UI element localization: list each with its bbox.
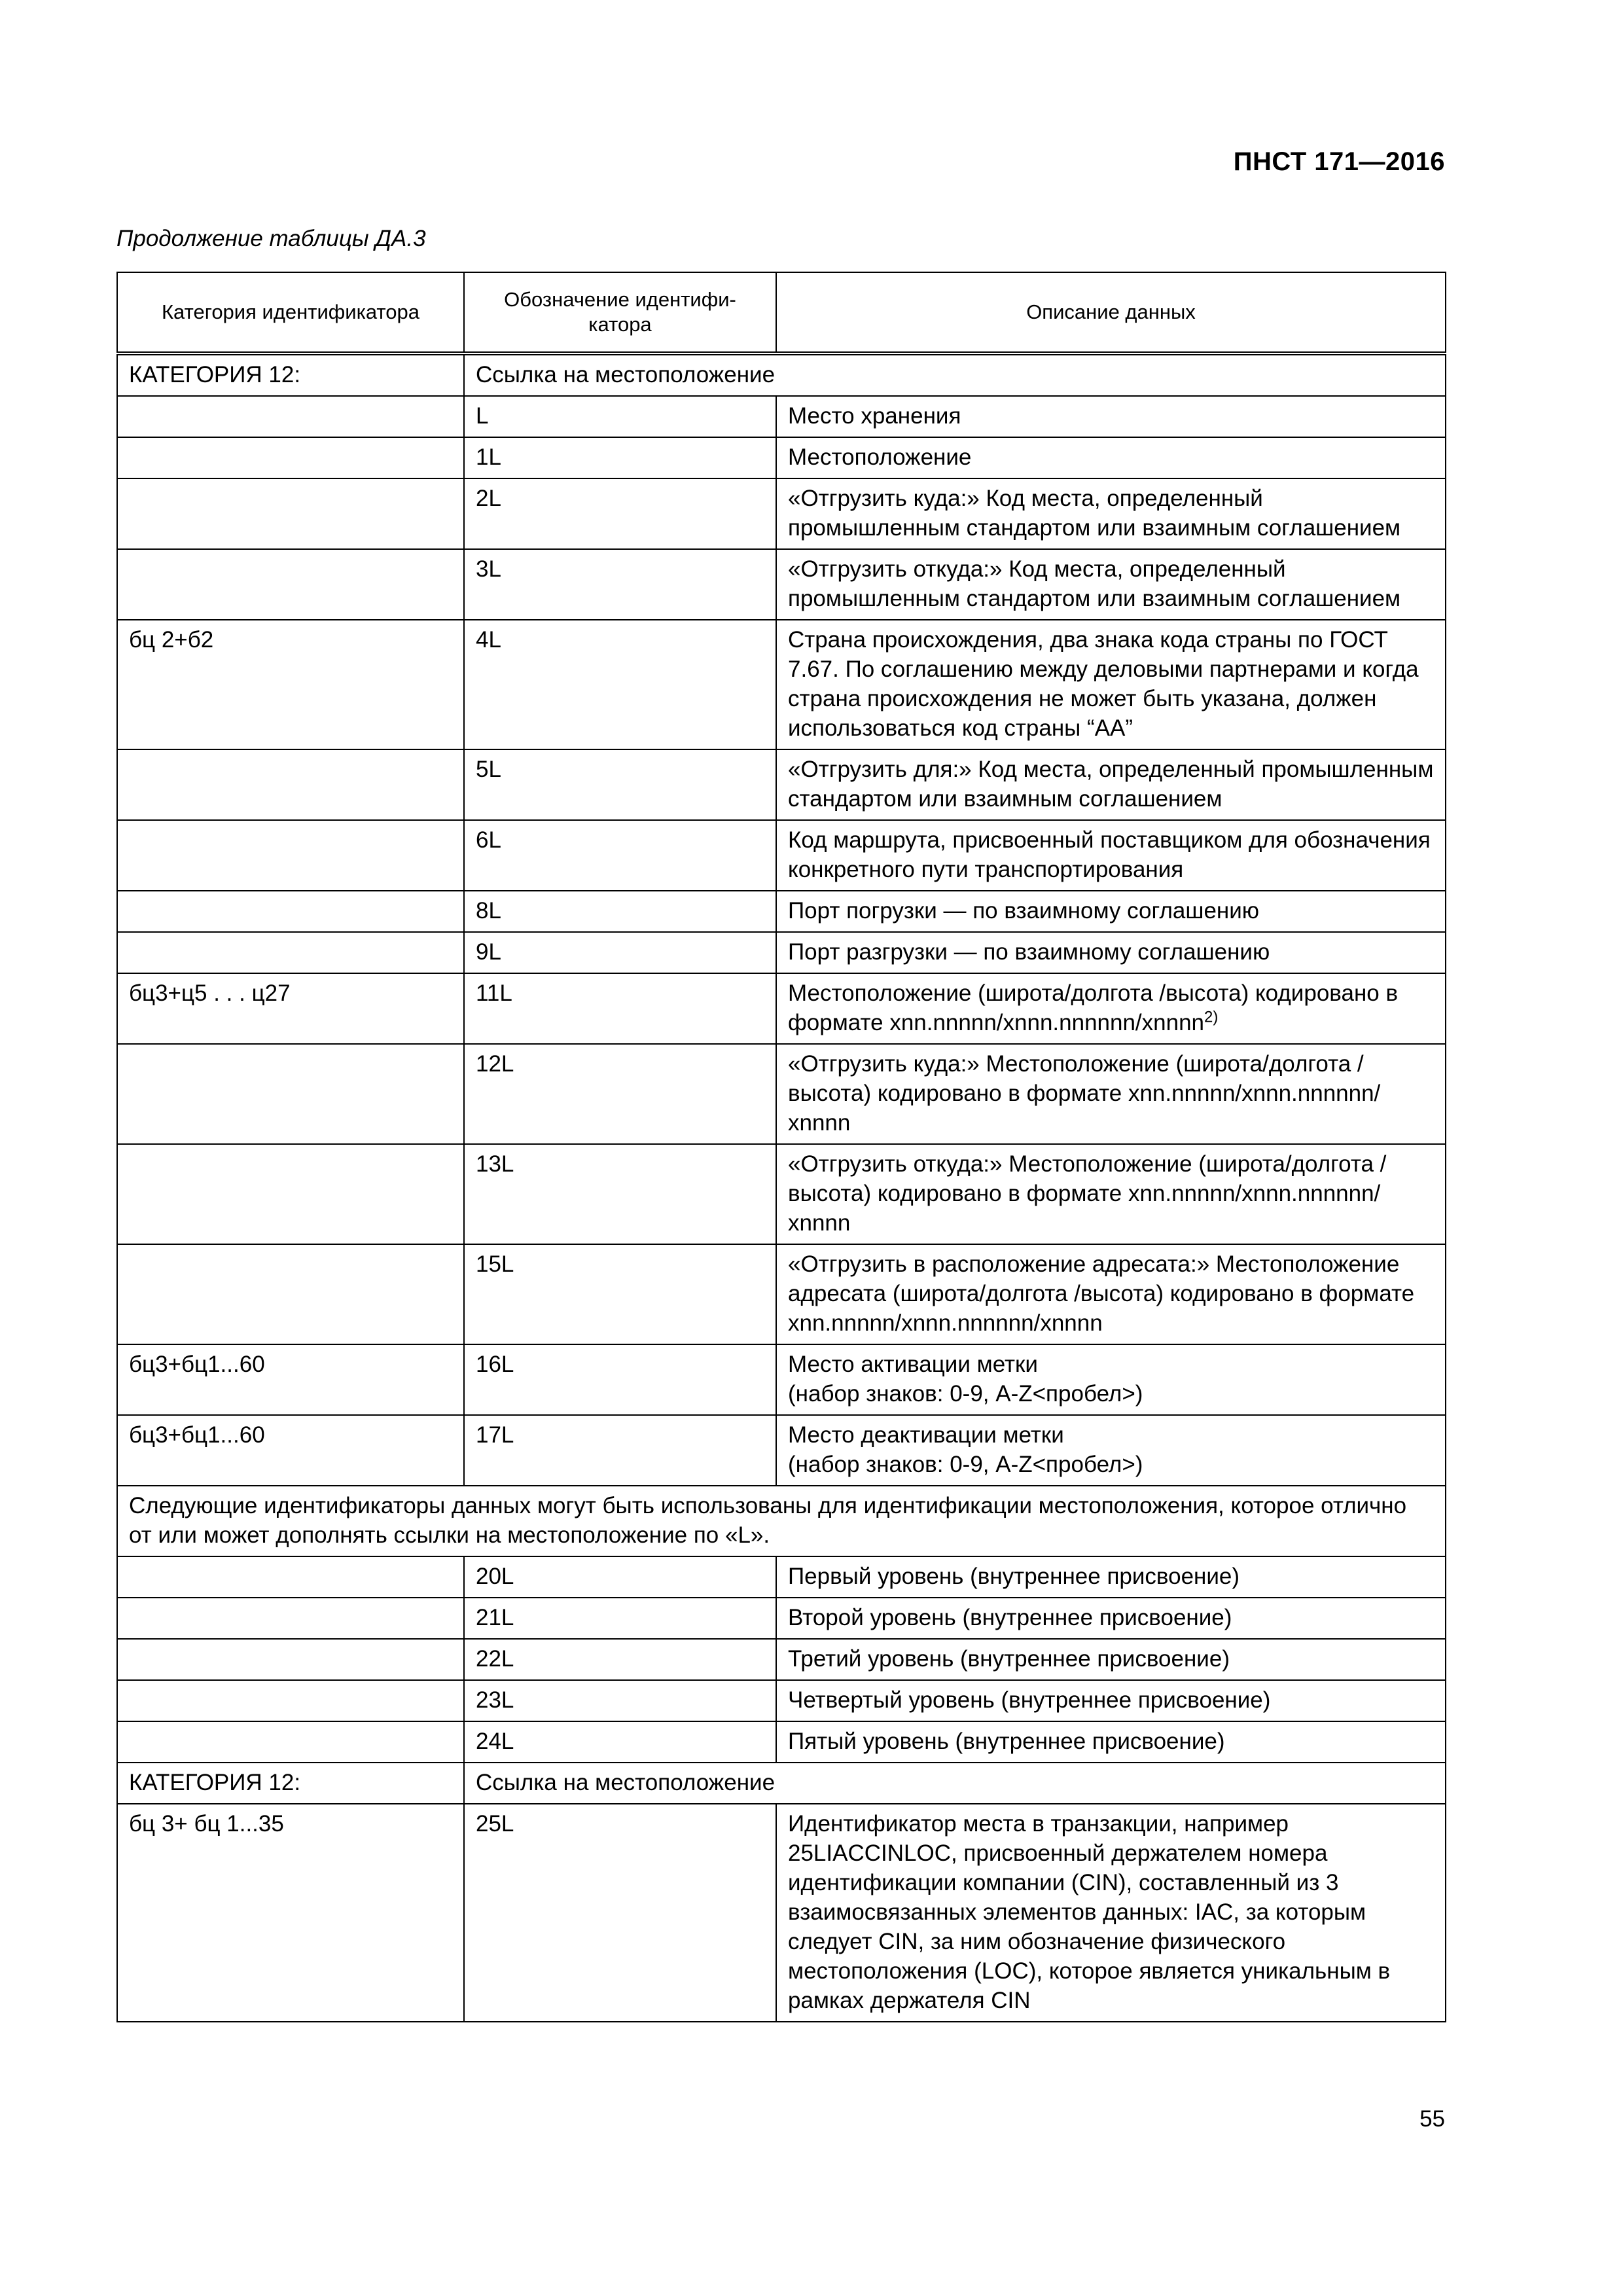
identifier-cell: 12L [464,1044,776,1144]
category-cell [117,1144,464,1244]
table-row [117,891,1446,932]
table-row [117,1044,1446,1144]
description-cell: «Отгрузить в расположение адресата:» Местоположение адресата (широта/долгота /высота) кодировано в формате xnn.nnnnn/xnnn.nnnnnn/xnnnn [776,1244,1446,1344]
description-cell: «Отгрузить откуда:» Код места, определенный промышленным стандартом или взаимным соглашением [776,549,1446,620]
category-cell [117,891,464,932]
table-row [117,1144,1446,1244]
description-cell: Четвертый уровень (внутреннее присвоение) [776,1680,1446,1721]
category-cell: бц3+ц5 . . . ц27 [117,973,464,1044]
document-code: ПНСТ 171—2016 [1233,147,1445,176]
footnote-marker: 2) [1204,1008,1219,1026]
identifier-cell: 11L [464,973,776,1044]
table-row [117,1639,1446,1680]
category-cell: КАТЕГОРИЯ 12: [117,1763,464,1804]
category-cell [117,478,464,549]
identifier-cell: 22L [464,1639,776,1680]
category-cell [117,1598,464,1639]
table-row [117,620,1446,749]
identifier-cell: 16L [464,1344,776,1415]
category-cell [117,1044,464,1144]
table-row [117,1415,1446,1486]
table-row [117,1556,1446,1598]
category-cell [117,820,464,891]
description-text: Местоположение (широта/долгота /высота) кодировано в формате xnn.nnnnn/xnnn.nnnnnn/xnnnn [788,980,1399,1035]
identifier-cell: 4L [464,620,776,749]
identifier-cell: 8L [464,891,776,932]
identifier-cell: 21L [464,1598,776,1639]
identifier-cell: 13L [464,1144,776,1244]
description-cell: Пятый уровень (внутреннее присвоение) [776,1721,1446,1763]
description-cell: Местоположение [776,437,1446,478]
category-cell: бц 3+ бц 1...35 [117,1804,464,2022]
description-cell: Идентификатор места в транзакции, например 25LIACCINLOC, присвоенный держателем номера идентификации компании (CIN), составленный из 3 взаимосвязанных элементов данных: IAC, за которым следует CIN, за ним обозначение физического местоположения (LOC), которое является уникальным в рамках держателя CIN [776,1804,1446,2022]
description-cell: Второй уровень (внутреннее присвоение) [776,1598,1446,1639]
description-cell: Первый уровень (внутреннее присвоение) [776,1556,1446,1598]
identifier-cell: 2L [464,478,776,549]
description-cell [776,973,1446,1044]
description-cell: Порт погрузки — по взаимному соглашению [776,891,1446,932]
description-cell: Страна происхождения, два знака кода страны по ГОСТ 7.67. По соглашению между деловыми партнерами и когда страна происхождения не может быть указана, должен использоваться код страны “AA” [776,620,1446,749]
identifier-table [116,272,1446,2022]
identifier-cell: 15L [464,1244,776,1344]
category-cell: бц3+бц1...60 [117,1415,464,1486]
category-cell [117,749,464,820]
table-row [117,478,1446,549]
category-cell [117,1639,464,1680]
table-row [117,749,1446,820]
description-cell: «Отгрузить откуда:» Местоположение (широта/долгота / высота) кодировано в формате xnn.nnnnn/xnnn.nnnnnn/ xnnnn [776,1144,1446,1244]
table-row [117,1763,1446,1804]
identifier-cell: 25L [464,1804,776,2022]
description-cell: Место деактивации метки (набор знаков: 0-9, A-Z<пробел>) [776,1415,1446,1486]
identifier-cell: 9L [464,932,776,973]
note-cell: Следующие идентификаторы данных могут быть использованы для идентификации местоположения, которое отлично от или может дополнять ссылки на местоположение по «L». [117,1486,1446,1556]
column-header-category: Категория идентификатора [117,272,464,353]
category-title-cell: Ссылка на местоположение [464,1763,1446,1804]
table-row [117,1344,1446,1415]
description-cell: Код маршрута, присвоенный поставщиком для обозначения конкретного пути транспортирования [776,820,1446,891]
page-number: 55 [1419,2106,1445,2132]
table-row [117,396,1446,437]
category-cell [117,396,464,437]
table-row [117,1486,1446,1556]
description-cell: Место активации метки (набор знаков: 0-9, A-Z<пробел>) [776,1344,1446,1415]
category-cell [117,932,464,973]
description-cell: Порт разгрузки — по взаимному соглашению [776,932,1446,973]
table-row [117,820,1446,891]
table-row [117,1680,1446,1721]
category-cell [117,1721,464,1763]
table-row [117,1244,1446,1344]
table-row [117,1598,1446,1639]
category-cell [117,1244,464,1344]
table-row [117,1721,1446,1763]
identifier-cell: L [464,396,776,437]
table-row [117,549,1446,620]
category-title-cell: Ссылка на местоположение [464,353,1446,396]
table-row [117,932,1446,973]
category-cell [117,1680,464,1721]
table-row [117,1804,1446,2022]
identifier-cell: 5L [464,749,776,820]
table-row [117,973,1446,1044]
column-header-description: Описание данных [776,272,1446,353]
table-row [117,437,1446,478]
identifier-cell: 1L [464,437,776,478]
category-cell: бц 2+б2 [117,620,464,749]
column-header-identifier: Обозначение идентифи- катора [464,272,776,353]
description-cell: «Отгрузить куда:» Код места, определенный промышленным стандартом или взаимным соглашением [776,478,1446,549]
table-header-row [117,272,1446,353]
table-caption: Продолжение таблицы ДА.3 [116,226,426,251]
category-cell [117,549,464,620]
description-cell: Место хранения [776,396,1446,437]
identifier-cell: 24L [464,1721,776,1763]
category-cell [117,437,464,478]
identifier-cell: 20L [464,1556,776,1598]
identifier-cell: 17L [464,1415,776,1486]
identifier-cell: 23L [464,1680,776,1721]
category-cell: КАТЕГОРИЯ 12: [117,353,464,396]
category-cell [117,1556,464,1598]
identifier-cell: 3L [464,549,776,620]
description-cell: «Отгрузить куда:» Местоположение (широта/долгота / высота) кодировано в формате xnn.nnnnn/xnnn.nnnnnn/ xnnnn [776,1044,1446,1144]
identifier-cell: 6L [464,820,776,891]
description-cell: Третий уровень (внутреннее присвоение) [776,1639,1446,1680]
description-cell: «Отгрузить для:» Код места, определенный промышленным стандартом или взаимным соглашением [776,749,1446,820]
table-row [117,353,1446,396]
category-cell: бц3+бц1...60 [117,1344,464,1415]
